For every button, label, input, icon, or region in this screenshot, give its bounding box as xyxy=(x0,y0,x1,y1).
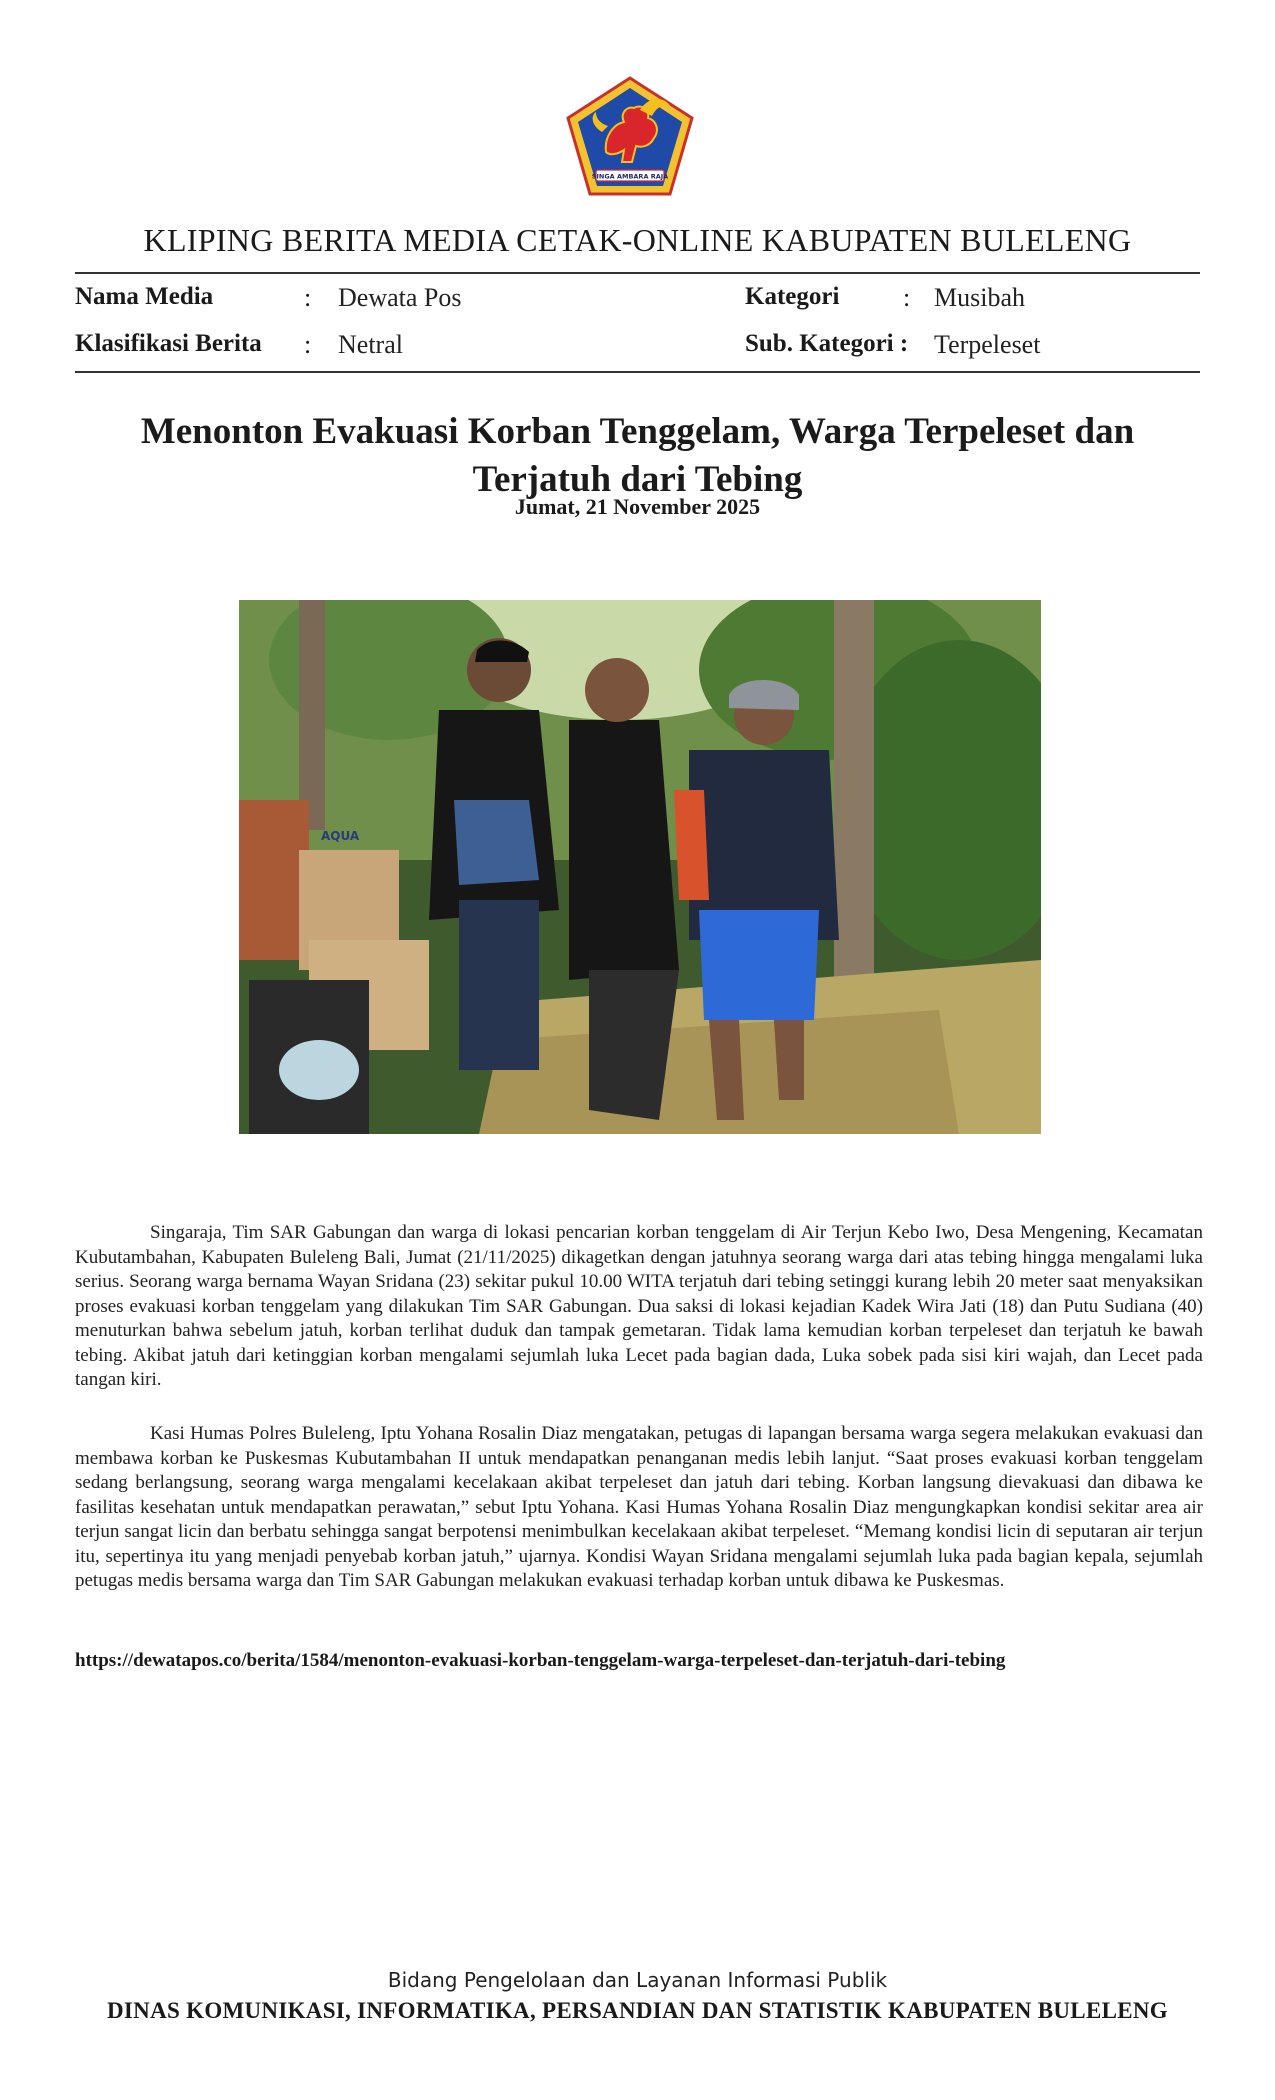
source-url-link[interactable]: https://dewatapos.co/berita/1584/menonton-evakuasi-korban-tenggelam-warga-terpeleset-dan-terjatuh-dari-tebing xyxy=(75,1650,1006,1671)
footer-division: Bidang Pengelolaan dan Layanan Informasi Publik xyxy=(387,1968,888,1992)
klasifikasi-label: Klasifikasi Berita xyxy=(75,330,262,357)
media-value: Dewata Pos xyxy=(338,283,462,312)
article-paragraph-2 xyxy=(75,1422,1203,1594)
article-paragraph-1 xyxy=(75,1221,1203,1393)
footer-agency: DINAS KOMUNIKASI, INFORMATIKA, PERSANDIAN DAN STATISTIK KABUPATEN BULELENG xyxy=(107,1998,1168,2023)
klasifikasi-value: Netral xyxy=(338,330,403,359)
svg-text:AQUA: AQUA xyxy=(321,829,360,843)
buleleng-regency-crest-icon xyxy=(562,74,698,200)
header-divider-top xyxy=(75,272,1200,274)
headline-line-1: Menonton Evakuasi Korban Tenggelam, Warga Terpeleset dan xyxy=(140,411,1135,452)
subkategori-value: Terpeleset xyxy=(934,330,1041,359)
article-date: Jumat, 21 November 2025 xyxy=(514,494,761,519)
klasifikasi-separator: : xyxy=(304,330,312,359)
kategori-value: Musibah xyxy=(934,283,1025,312)
kategori-separator: : xyxy=(903,283,911,312)
article-headline xyxy=(100,408,1175,504)
paragraph-2-text: Kasi Humas Polres Buleleng, Iptu Yohana Rosalin Diaz mengatakan, petugas di lapangan bersama warga segera melakukan evakuasi dan membawa korban ke Puskesmas Kubutambahan II untuk mendapatkan penanganan medis lebih lanjut. “Saat proses evakuasi korban tenggelam sedang berlangsung, seorang warga mengalami kecelakaan akibat terpeleset dan jatuh dari tebing. Korban langsung dievakuasi dan dibawa ke fasilitas kesehatan untuk mendapatkan perawatan,” sebut Iptu Yohana. Kasi Humas Yohana Rosalin Diaz mengungkapkan kondisi sekitar area air terjun sangat licin dan berbatu sehingga sangat berpotensi menimbulkan kecelakaan akibat terpeleset. “Memang kondisi licin di seputaran air terjun itu, sepertinya itu yang menjadi penyebab korban jatuh,” ujarnya. Kondisi Wayan Sridana mengalami sejumlah luka pada bagian kepala, sejumlah petugas medis bersama warga dan Tim SAR Gabungan melakukan evakuasi terhadap korban untuk dibawa ke Puskesmas. xyxy=(75,1423,1203,1591)
paragraph-1-text: Singaraja, Tim SAR Gabungan dan warga di lokasi pencarian korban tenggelam di Air Terjun Kebo Iwo, Desa Mengening, Kecamatan Kubutambahan, Kabupaten Buleleng Bali, Jumat (21/11/2025) dikagetkan dengan jatuhnya seorang warga dari atas tebing hingga mengalami luka serius. Seorang warga bernama Wayan Sridana (23) sekitar pukul 10.00 WITA terjatuh dari tebing setinggi kurang lebih 20 meter saat menyaksikan proses evakuasi korban tenggelam yang dilakukan Tim SAR Gabungan. Dua saksi di lokasi kejadian Kadek Wira Jati (18) dan Putu Sudiana (40) menuturkan bahwa sebelum jatuh, korban terlihat duduk dan tampak gemetaran. Tidak lama kemudian korban terpeleset dan terjatuh ke bawah tebing. Akibat jatuh dari ketinggian korban mengalami sejumlah luka Lecet pada bagian dada, Luka sobek pada sisi kiri wajah, dan Lecet pada tangan kiri. xyxy=(75,1222,1203,1390)
header-divider-bottom xyxy=(75,371,1200,373)
media-label: Nama Media xyxy=(75,283,214,310)
subkategori-label: Sub. Kategori : xyxy=(745,330,909,357)
svg-text:SINGA AMBARA RAJA: SINGA AMBARA RAJA xyxy=(591,172,669,181)
article-photo xyxy=(239,600,1041,1134)
kategori-label: Kategori xyxy=(745,283,840,310)
media-separator: : xyxy=(304,283,312,312)
document-title: KLIPING BERITA MEDIA CETAK-ONLINE KABUPATEN BULELENG xyxy=(143,222,1132,258)
headline-line-2: Terjatuh dari Tebing xyxy=(472,459,803,500)
